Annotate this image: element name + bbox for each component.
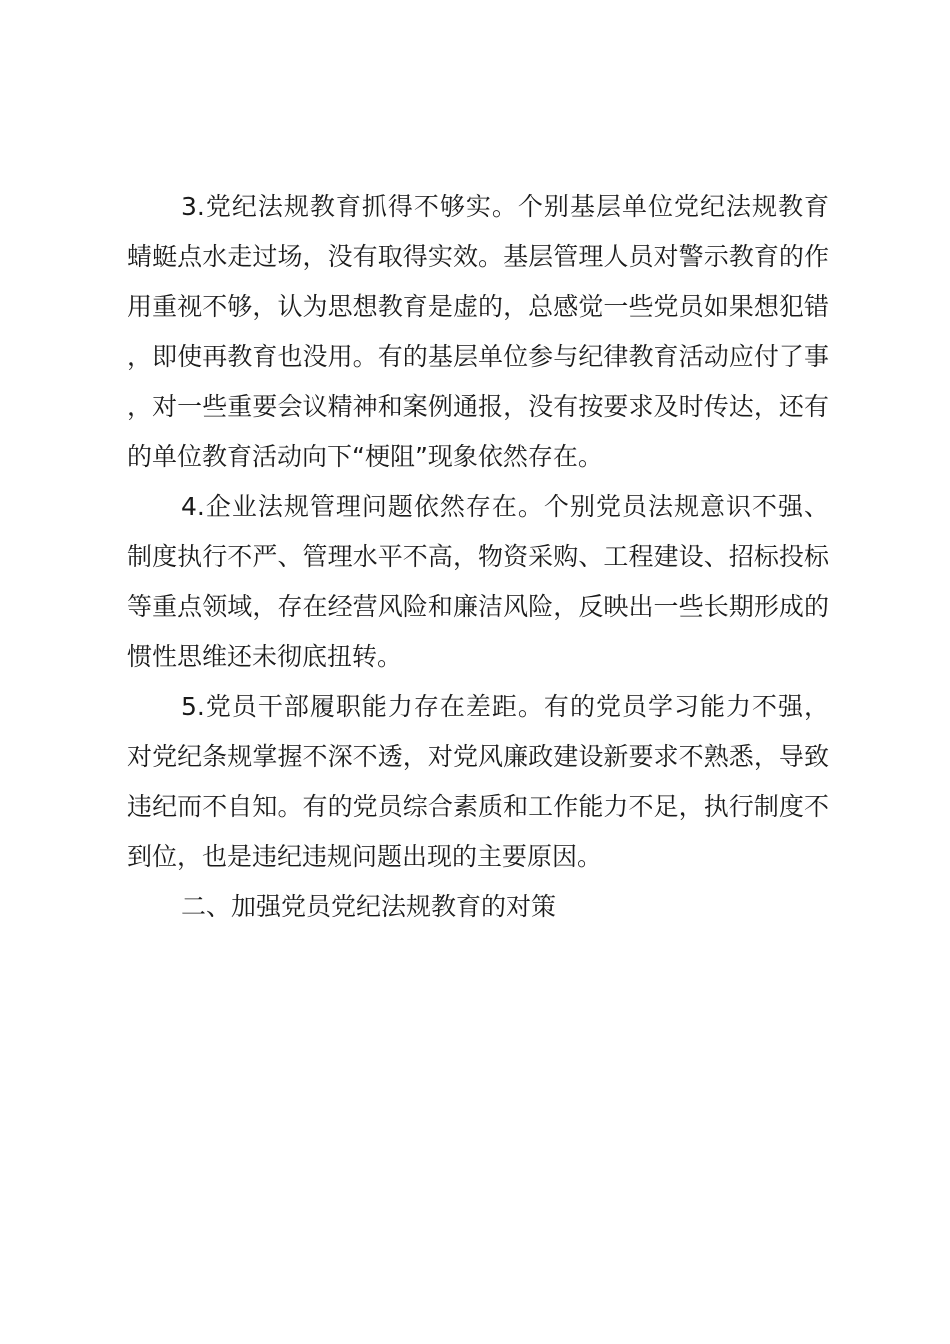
section-heading: 二、加强党员党纪法规教育的对策 — [181, 892, 557, 921]
paragraph-discipline-education: 3.党纪法规教育抓得不够实。个别基层单位党纪法规教育蜻蜓点水走过场，没有取得实效。基层管理人员对警示教育的作用重视不够，认为思想教育是虚的，总感觉一些党员如果想犯错，即使再教育也没用。有的基层单位参与纪律教育活动应付了事，对一些重要会议精神和案例通报，没有按要求及时传达，还有的单位教育活动向下“梗阻”现象依然存在。 — [127, 192, 829, 471]
paragraph-cadre-capability: 5.党员干部履职能力存在差距。有的党员学习能力不强，对党纪条规掌握不深不透，对党风廉政建设新要求不熟悉，导致违纪而不自知。有的党员综合素质和工作能力不足，执行制度不到位，也是违纪违规问题出现的主要原因。 — [127, 692, 829, 871]
paragraph-enterprise-regulation: 4.企业法规管理问题依然存在。个别党员法规意识不强、制度执行不严、管理水平不高，物资采购、工程建设、招标投标等重点领域，存在经营风险和廉洁风险，反映出一些长期形成的惯性思维还未彻底扭转。 — [127, 492, 829, 671]
document-body — [127, 182, 829, 932]
